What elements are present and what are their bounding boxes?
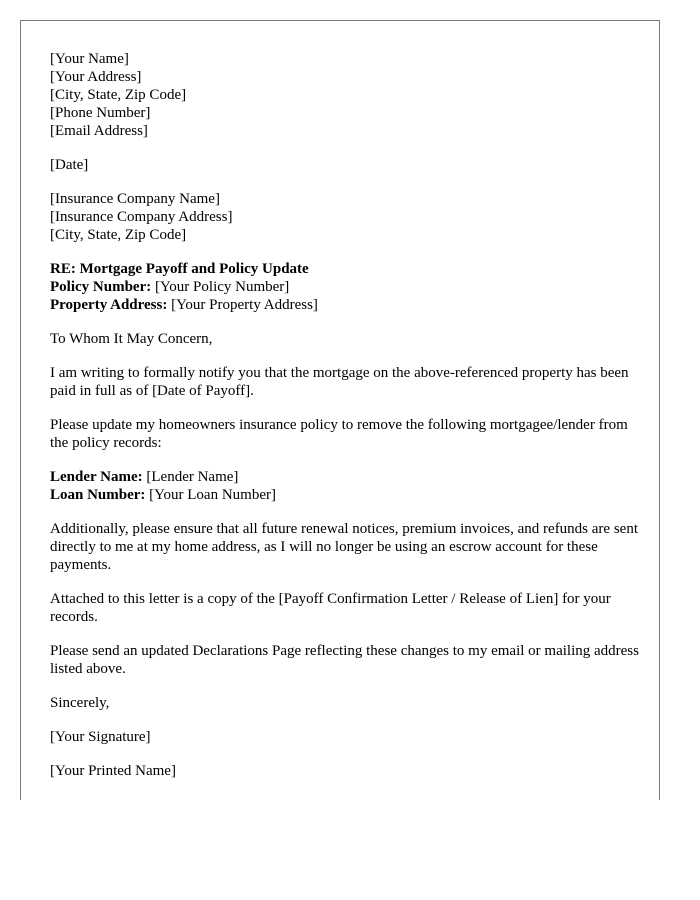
sender-name: [Your Name] — [50, 51, 129, 67]
recipient-company-name: [Insurance Company Name] — [50, 191, 220, 207]
lender-name-value: [Lender Name] — [142, 469, 239, 485]
salutation: To Whom It May Concern, — [50, 331, 213, 347]
re-line — [50, 260, 642, 278]
letter-page — [20, 20, 660, 800]
recipient-company-address: [Insurance Company Address] — [50, 209, 233, 225]
recipient-block — [50, 190, 642, 244]
paragraph-attachment: Attached to this letter is a copy of the [Payoff Confirmation Letter / Release of Lien] for your records. — [50, 591, 611, 625]
property-address-value: [Your Property Address] — [167, 297, 318, 313]
policy-number-label: Policy Number: — [50, 279, 152, 295]
sender-block — [50, 50, 642, 140]
property-address-label: Property Address: — [50, 297, 168, 313]
sender-city-state-zip: [City, State, Zip Code] — [50, 87, 187, 103]
lender-name-line — [50, 468, 642, 486]
letter-body — [50, 50, 642, 796]
lender-block — [50, 468, 642, 504]
loan-number-label: Loan Number: — [50, 487, 146, 503]
paragraph-payoff-notice: I am writing to formally notify you that the mortgage on the above-referenced property has been paid in full as of [Date of Payoff]. — [50, 365, 629, 399]
property-address-line — [50, 296, 642, 314]
paragraph-update-request: Please update my homeowners insurance policy to remove the following mortgagee/lender from the policy records: — [50, 417, 628, 451]
sender-address: [Your Address] — [50, 69, 142, 85]
policy-number-line — [50, 278, 642, 296]
signature-placeholder: [Your Signature] — [50, 729, 151, 745]
printed-name-placeholder: [Your Printed Name] — [50, 763, 176, 779]
recipient-city-state-zip: [City, State, Zip Code] — [50, 227, 187, 243]
date-block — [50, 156, 642, 174]
reference-block — [50, 260, 642, 314]
paragraph-declarations-request: Please send an updated Declarations Page reflecting these changes to my email or mailing address listed above. — [50, 643, 639, 677]
sender-phone: [Phone Number] — [50, 105, 151, 121]
sender-email: [Email Address] — [50, 123, 148, 139]
letter-date: [Date] — [50, 157, 89, 173]
loan-number-line — [50, 486, 642, 504]
re-line-text: RE: Mortgage Payoff and Policy Update — [50, 261, 309, 277]
lender-name-label: Lender Name: — [50, 469, 143, 485]
paragraph-direct-billing: Additionally, please ensure that all future renewal notices, premium invoices, and refunds are sent directly to me at my home address, as I will no longer be using an escrow account for these payments. — [50, 521, 638, 573]
loan-number-value: [Your Loan Number] — [145, 487, 276, 503]
valediction: Sincerely, — [50, 695, 110, 711]
policy-number-value: [Your Policy Number] — [151, 279, 290, 295]
